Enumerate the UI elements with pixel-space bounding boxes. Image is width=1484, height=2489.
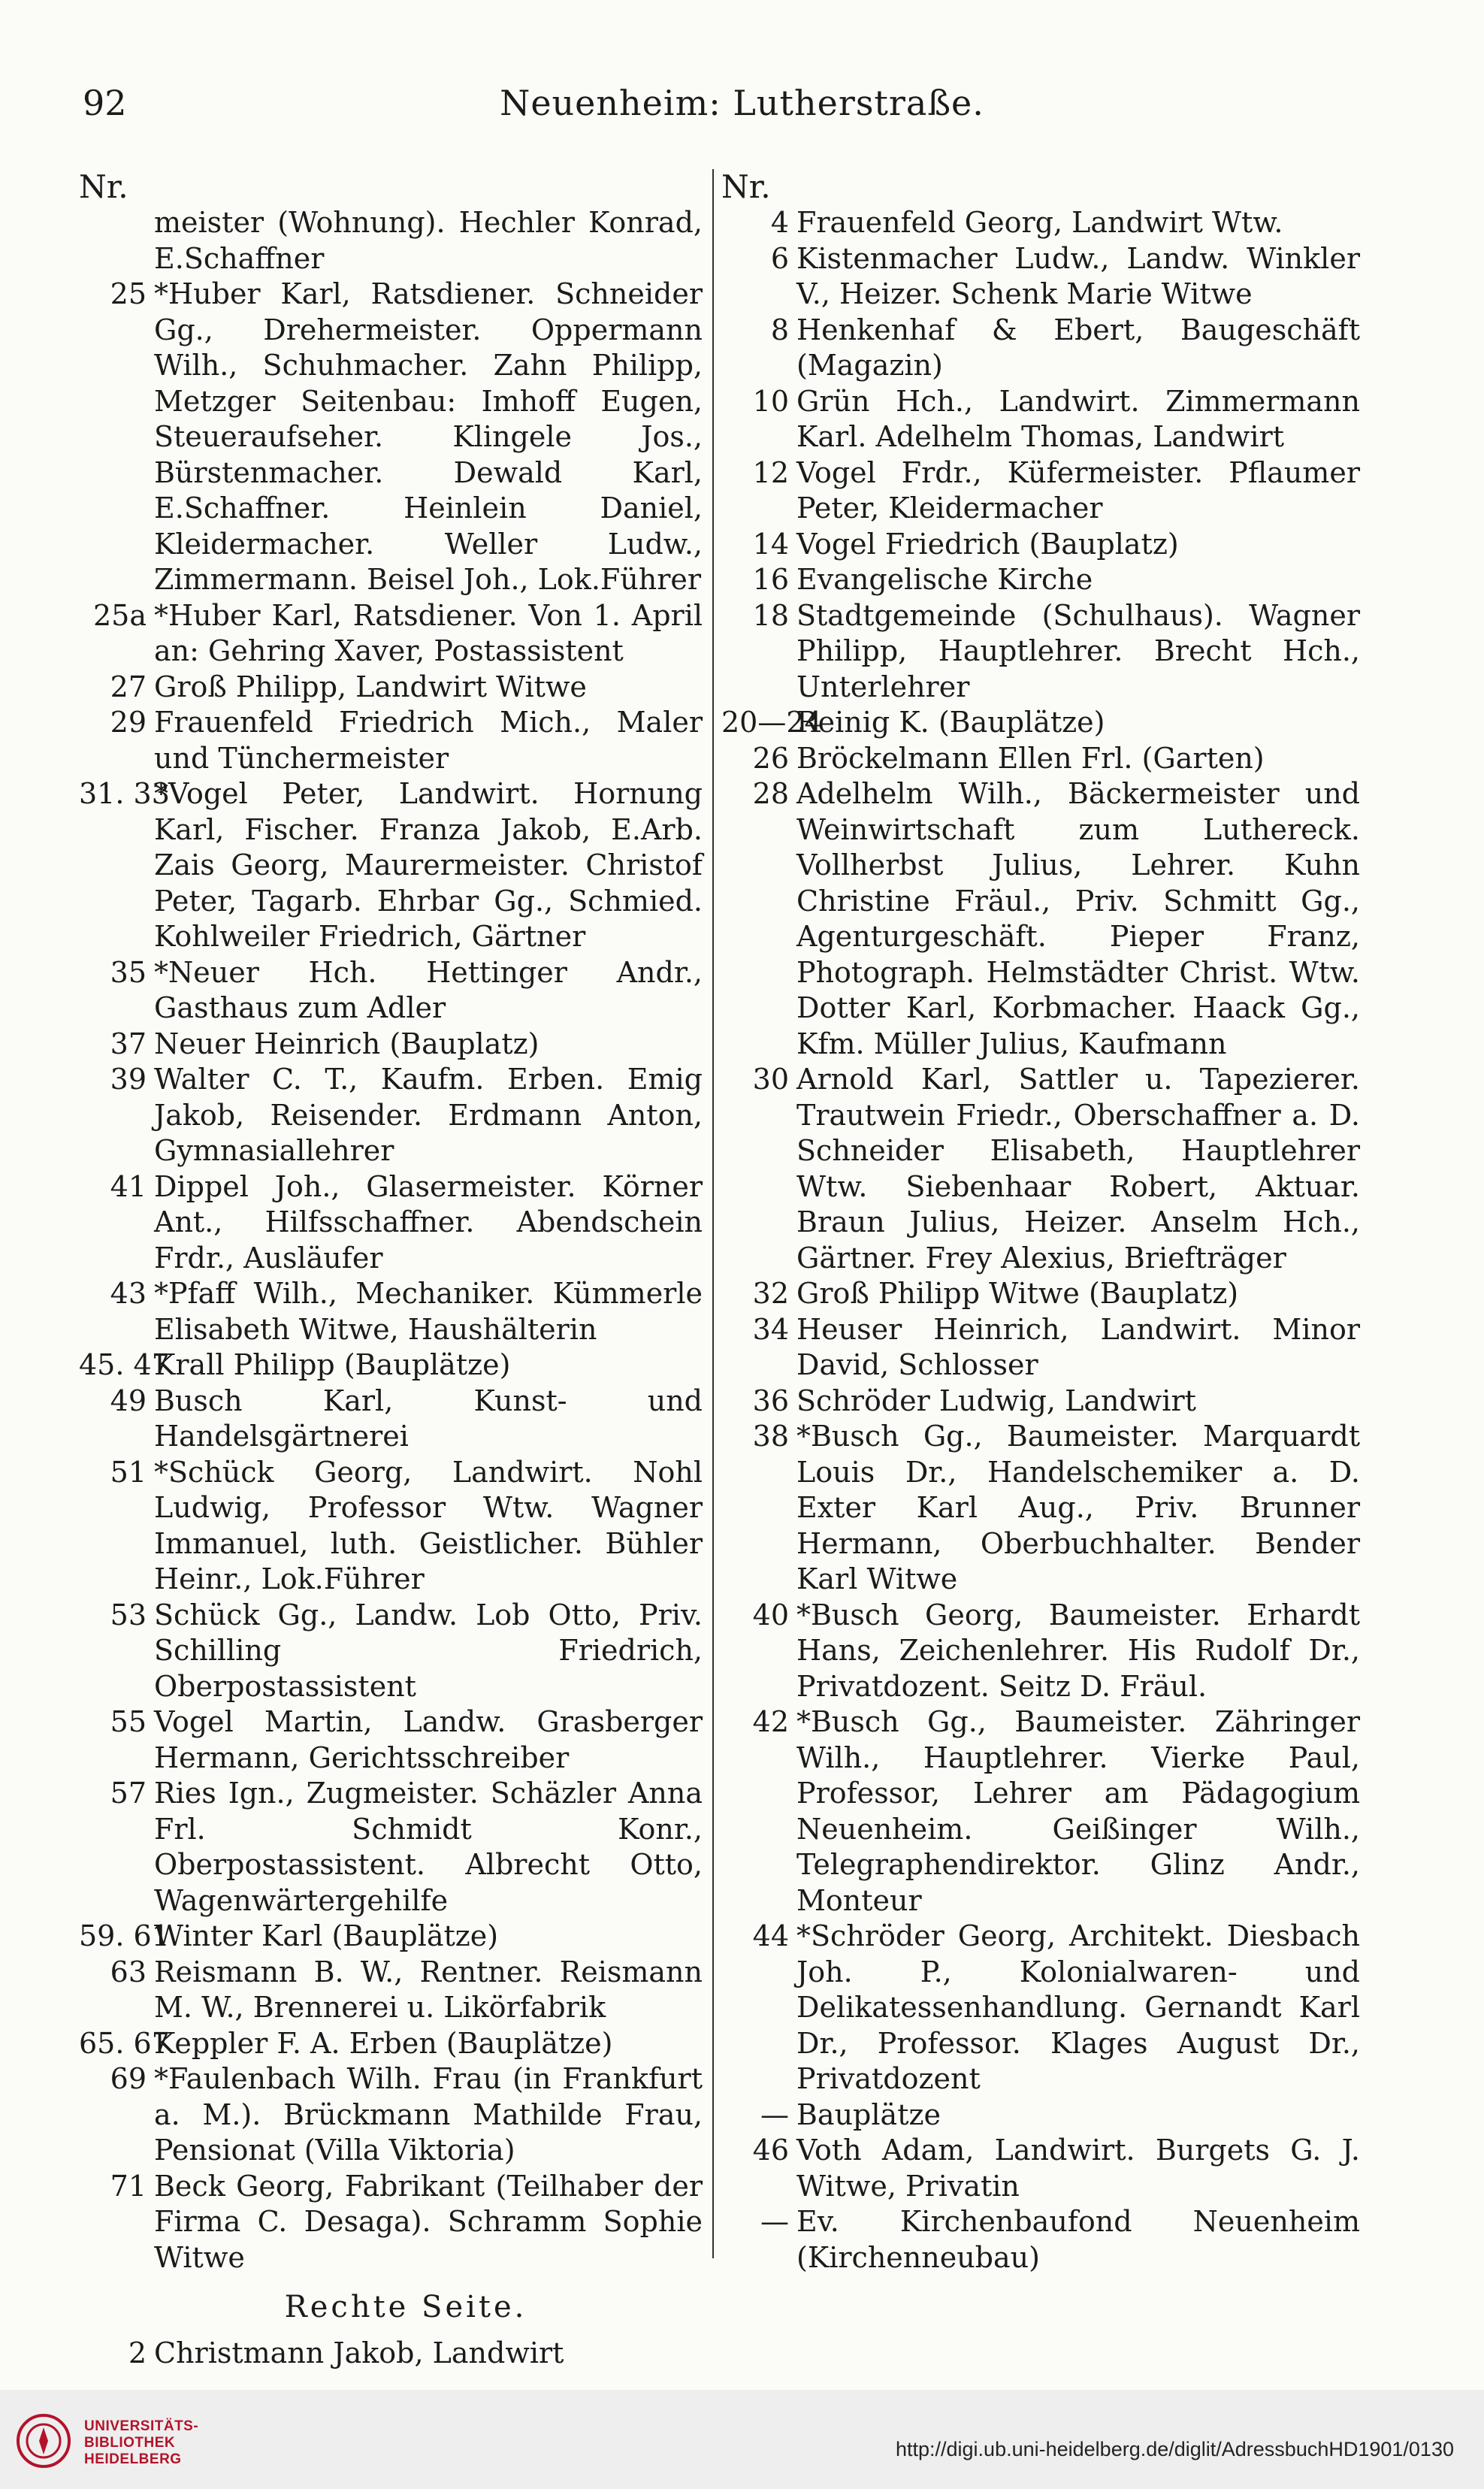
address-entry (79, 598, 703, 670)
resident-text: Bröckelmann Ellen Frl. (Garten) (796, 741, 1265, 775)
address-entry (721, 776, 1360, 1062)
resident-text: *Huber Karl, Ratsdiener. Schneider Gg., Drehermeister. Oppermann Wilh., Schuhmacher. Zahn Philipp, Metzger Seitenbau: Imhoff Eugen, Steueraufseher. Klingele Jos., Bürstenmacher. Dewald Karl, E.Schaffner. Heinlein Daniel, Kleidermacher. Weller Ludw., Zimmermann. Beisel Joh., Lok.Führer (154, 277, 703, 596)
right-column (721, 169, 1360, 2276)
address-entry (721, 2204, 1360, 2276)
resident-text: meister (Wohnung). Hechler Konrad, E.Schaffner (154, 206, 703, 275)
resident-text: Keppler F. A. Erben (Bauplätze) (154, 2026, 613, 2060)
resident-text: Neuer Heinrich (Bauplatz) (154, 1027, 539, 1060)
resident-text: *Faulenbach Wilh. Frau (in Frankfurt a. M.). Brückmann Mathilde Frau, Pensionat (Villa Viktoria) (154, 2062, 703, 2167)
house-number: 32 (752, 1277, 789, 1310)
resident-text: Bauplätze (796, 2097, 941, 2131)
resident-text: Ries Ign., Zugmeister. Schäzler Anna Frl. Schmidt Konr., Oberpostassistent. Albrecht Otto, Wagenwärtergehilfe (154, 1777, 703, 1917)
house-number: 37 (110, 1027, 147, 1060)
resident-text: Schröder Ludwig, Landwirt (796, 1384, 1196, 1417)
resident-text: Christmann Jakob, Landwirt (154, 2336, 564, 2370)
address-entry (79, 776, 703, 955)
resident-text: Walter C. T., Kaufm. Erben. Emig Jakob, Reisender. Erdmann Anton, Gymnasiallehrer (154, 1063, 703, 1167)
house-number: 46 (752, 2134, 789, 2167)
resident-text: Evangelische Kirche (796, 563, 1093, 596)
address-entry (79, 2336, 703, 2372)
address-entry (721, 1276, 1360, 1312)
resident-text: Vogel Martin, Landw. Grasberger Hermann, Gerichtsschreiber (154, 1705, 703, 1774)
address-entry (721, 2133, 1360, 2204)
address-entry (721, 705, 1360, 741)
address-entry (79, 1919, 703, 1955)
resident-text: *Schück Georg, Landwirt. Nohl Ludwig, Professor Wtw. Wagner Immanuel, luth. Geistlicher. Bühler Heinr., Lok.Führer (154, 1455, 703, 1595)
house-number: 31. 33 (79, 777, 170, 810)
house-number: 25 (110, 277, 147, 310)
house-number: 35 (110, 955, 147, 989)
house-number: 51 (110, 1455, 147, 1489)
resident-text: *Schröder Georg, Architekt. Diesbach Joh. P., Kolonialwaren- und Delikatessenhandlung. Gernandt Karl Dr., Professor. Klages August Dr., Privatdozent (796, 1919, 1360, 2095)
resident-text: Busch Karl, Kunst- und Handelsgärtnerei (154, 1384, 703, 1453)
house-number: 71 (110, 2169, 147, 2203)
house-number: 65. 67 (79, 2026, 170, 2060)
house-number: 12 (752, 455, 789, 489)
house-number: 38 (752, 1420, 789, 1453)
resident-text: Groß Philipp Witwe (Bauplatz) (796, 1277, 1239, 1310)
resident-text: Grün Hch., Landwirt. Zimmermann Karl. Adelhelm Thomas, Landwirt (796, 384, 1360, 453)
resident-text: *Vogel Peter, Landwirt. Hornung Karl, Fischer. Franza Jakob, E.Arb. Zais Georg, Maurermeister. Christof Peter, Tagarb. Ehrbar Gg., Schmied. Kohlweiler Friedrich, Gärtner (154, 777, 703, 953)
address-entry (79, 277, 703, 598)
resident-text: Ev. Kirchenbaufond Neuenheim (Kirchenneubau) (796, 2205, 1360, 2274)
resident-text: Vogel Frdr., Küfermeister. Pflaumer Peter, Kleidermacher (796, 455, 1360, 525)
resident-text: *Busch Georg, Baumeister. Erhardt Hans, Zeichenlehrer. His Rudolf Dr., Privatdozent. Seitz D. Fräul. (796, 1598, 1360, 1703)
resident-text: Schück Gg., Landw. Lob Otto, Priv. Schilling Friedrich, Oberpostassistent (154, 1598, 703, 1703)
house-number: 69 (110, 2062, 147, 2095)
resident-text: *Huber Karl, Ratsdiener. Von 1. April an: Gehring Xaver, Postassistent (154, 598, 703, 667)
house-number: 57 (110, 1777, 147, 1810)
address-entry (721, 1919, 1360, 2097)
house-number: 2 (128, 2336, 147, 2370)
resident-text: Voth Adam, Landwirt. Burgets G. J. Witwe, Privatin (796, 2134, 1360, 2203)
address-entry (721, 562, 1360, 598)
address-entry (721, 1312, 1360, 1384)
page-number: 92 (83, 83, 127, 123)
address-entry (79, 2169, 703, 2276)
house-number: 45. 47 (79, 1348, 170, 1381)
address-entry (721, 1704, 1360, 1919)
address-entry (79, 1347, 703, 1384)
resident-text: *Pfaff Wilh., Mechaniker. Kümmerle Elisabeth Witwe, Haushälterin (154, 1277, 703, 1346)
house-number: 18 (752, 598, 789, 632)
resident-text: *Neuer Hch. Hettinger Andr., Gasthaus zum Adler (154, 955, 703, 1024)
house-number: 40 (752, 1598, 789, 1632)
footer (0, 2390, 1484, 2489)
library-logo-text (84, 2418, 198, 2468)
address-entry (79, 1027, 703, 1063)
source-url-link[interactable]: http://digi.ub.uni-heidelberg.de/diglit/AdressbuchHD1901/0130 (895, 2438, 1454, 2460)
house-number: 4 (770, 206, 789, 239)
address-entry (79, 1169, 703, 1277)
resident-text: Frauenfeld Georg, Landwirt Wtw. (796, 206, 1283, 239)
address-entry (721, 741, 1360, 777)
house-number: — (760, 2097, 789, 2131)
address-entry (79, 1955, 703, 2026)
address-entry (721, 1598, 1360, 1705)
address-entry (721, 205, 1360, 241)
house-number: 63 (110, 1955, 147, 1988)
house-number: 16 (752, 563, 789, 596)
address-entry (721, 455, 1360, 527)
resident-text: Henkenhaf & Ebert, Baugeschäft (Magazin) (796, 313, 1360, 382)
address-entry (79, 1598, 703, 1705)
address-entry (79, 1384, 703, 1455)
page-header (83, 83, 1401, 128)
address-entry (79, 705, 703, 776)
address-entry (721, 384, 1360, 455)
house-number: 53 (110, 1598, 147, 1632)
house-number: 55 (110, 1705, 147, 1738)
address-entry (721, 1062, 1360, 1276)
house-number: 42 (752, 1705, 789, 1738)
address-entry (79, 2061, 703, 2169)
address-entry (79, 1776, 703, 1919)
address-entry (79, 955, 703, 1027)
house-number: 49 (110, 1384, 147, 1417)
resident-text: Reinig K. (Bauplätze) (796, 706, 1105, 739)
resident-text: Frauenfeld Friedrich Mich., Maler und Tünchermeister (154, 706, 703, 775)
logo-line: HEIDELBERG (84, 2451, 182, 2467)
house-number: 25a (92, 598, 147, 632)
address-entry (79, 670, 703, 706)
house-number: 10 (752, 384, 789, 418)
address-entry (721, 1419, 1360, 1598)
address-entry (721, 598, 1360, 706)
left-after-list (79, 2336, 703, 2372)
house-number: 8 (770, 313, 789, 346)
house-number: — (760, 2205, 789, 2238)
section-heading: Rechte Seite. (284, 2290, 527, 2324)
logo-line: BIBLIOTHEK (84, 2435, 176, 2451)
resident-text: Stadtgemeinde (Schulhaus). Wagner Philipp, Hauptlehrer. Brecht Hch., Unterlehrer (796, 598, 1360, 703)
address-entry (721, 2097, 1360, 2134)
nr-label: Nr. (721, 168, 771, 205)
right-entry-list (721, 205, 1360, 2276)
house-number: 43 (110, 1277, 147, 1310)
house-number: 34 (752, 1312, 789, 1346)
house-number: 14 (752, 527, 789, 561)
resident-text: Kistenmacher Ludw., Landw. Winkler V., Heizer. Schenk Marie Witwe (796, 241, 1360, 310)
address-entry (721, 241, 1360, 313)
house-number: 36 (752, 1384, 789, 1417)
column-divider (712, 169, 714, 2258)
house-number: 6 (770, 241, 789, 275)
resident-text: Reismann B. W., Rentner. Reismann M. W., Brennerei u. Likörfabrik (154, 1955, 703, 2024)
address-entry (79, 1455, 703, 1598)
house-number: 27 (110, 670, 147, 703)
address-entry (79, 2026, 703, 2062)
address-entry (79, 1276, 703, 1347)
house-number: 28 (752, 777, 789, 810)
resident-text: Arnold Karl, Sattler u. Tapezierer. Trautwein Friedr., Oberschaffner a. D. Schneider Elisabeth, Hauptlehrer Wtw. Siebenhaar Robert, Aktuar. Braun Julius, Heizer. Anselm Hch., Gärtner. Frey Alexius, Briefträger (796, 1063, 1360, 1275)
resident-text: Groß Philipp, Landwirt Witwe (154, 670, 587, 703)
address-entry (79, 205, 703, 277)
resident-text: Beck Georg, Fabrikant (Teilhaber der Firma C. Desaga). Schramm Sophie Witwe (154, 2169, 703, 2274)
resident-text: Dippel Joh., Glasermeister. Körner Ant., Hilfsschaffner. Abendschein Frdr., Ausläufer (154, 1169, 703, 1275)
page-title: Neuenheim: Lutherstraße. (500, 83, 984, 123)
nr-label: Nr. (79, 168, 128, 205)
resident-text: Krall Philipp (Bauplätze) (154, 1348, 511, 1381)
address-entry (79, 1062, 703, 1169)
left-entry-list (79, 205, 703, 2276)
resident-text: Heuser Heinrich, Landwirt. Minor David, Schlosser (796, 1312, 1360, 1381)
house-number: 20—24 (721, 706, 823, 739)
university-seal-icon (14, 2411, 74, 2471)
address-entry (721, 527, 1360, 563)
resident-text: *Busch Gg., Baumeister. Marquardt Louis Dr., Handelschemiker a. D. Exter Karl Aug., Priv. Brunner Hermann, Oberbuchhalter. Bender Karl Witwe (796, 1420, 1360, 1595)
house-number: 30 (752, 1063, 789, 1096)
house-number: 29 (110, 706, 147, 739)
left-column (79, 169, 703, 2372)
resident-text: Vogel Friedrich (Bauplatz) (796, 527, 1179, 561)
house-number: 44 (752, 1919, 789, 1952)
resident-text: Winter Karl (Bauplätze) (154, 1919, 499, 1952)
address-entry (721, 313, 1360, 384)
house-number: 41 (110, 1169, 147, 1203)
house-number: 26 (752, 741, 789, 775)
resident-text: Adelhelm Wilh., Bäckermeister und Weinwirtschaft zum Luthereck. Vollherbst Julius, Lehrer. Kuhn Christine Fräul., Priv. Schmitt Gg., Agenturgeschäft. Pieper Franz, Photograph. Helmstädter Christ. Wtw. Dotter Karl, Korbmacher. Haack Gg., Kfm. Müller Julius, Kaufmann (796, 777, 1360, 1060)
house-number: 39 (110, 1063, 147, 1096)
resident-text: *Busch Gg., Baumeister. Zähringer Wilh., Hauptlehrer. Vierke Paul, Professor, Lehrer am Pädagogium Neuenheim. Geißinger Wilh., Telegraphendirektor. Glinz Andr., Monteur (796, 1705, 1360, 1917)
logo-line: UNIVERSITÄTS- (84, 2418, 199, 2434)
house-number: 59. 61 (79, 1919, 170, 1952)
address-entry (79, 1704, 703, 1776)
address-entry (721, 1384, 1360, 1420)
